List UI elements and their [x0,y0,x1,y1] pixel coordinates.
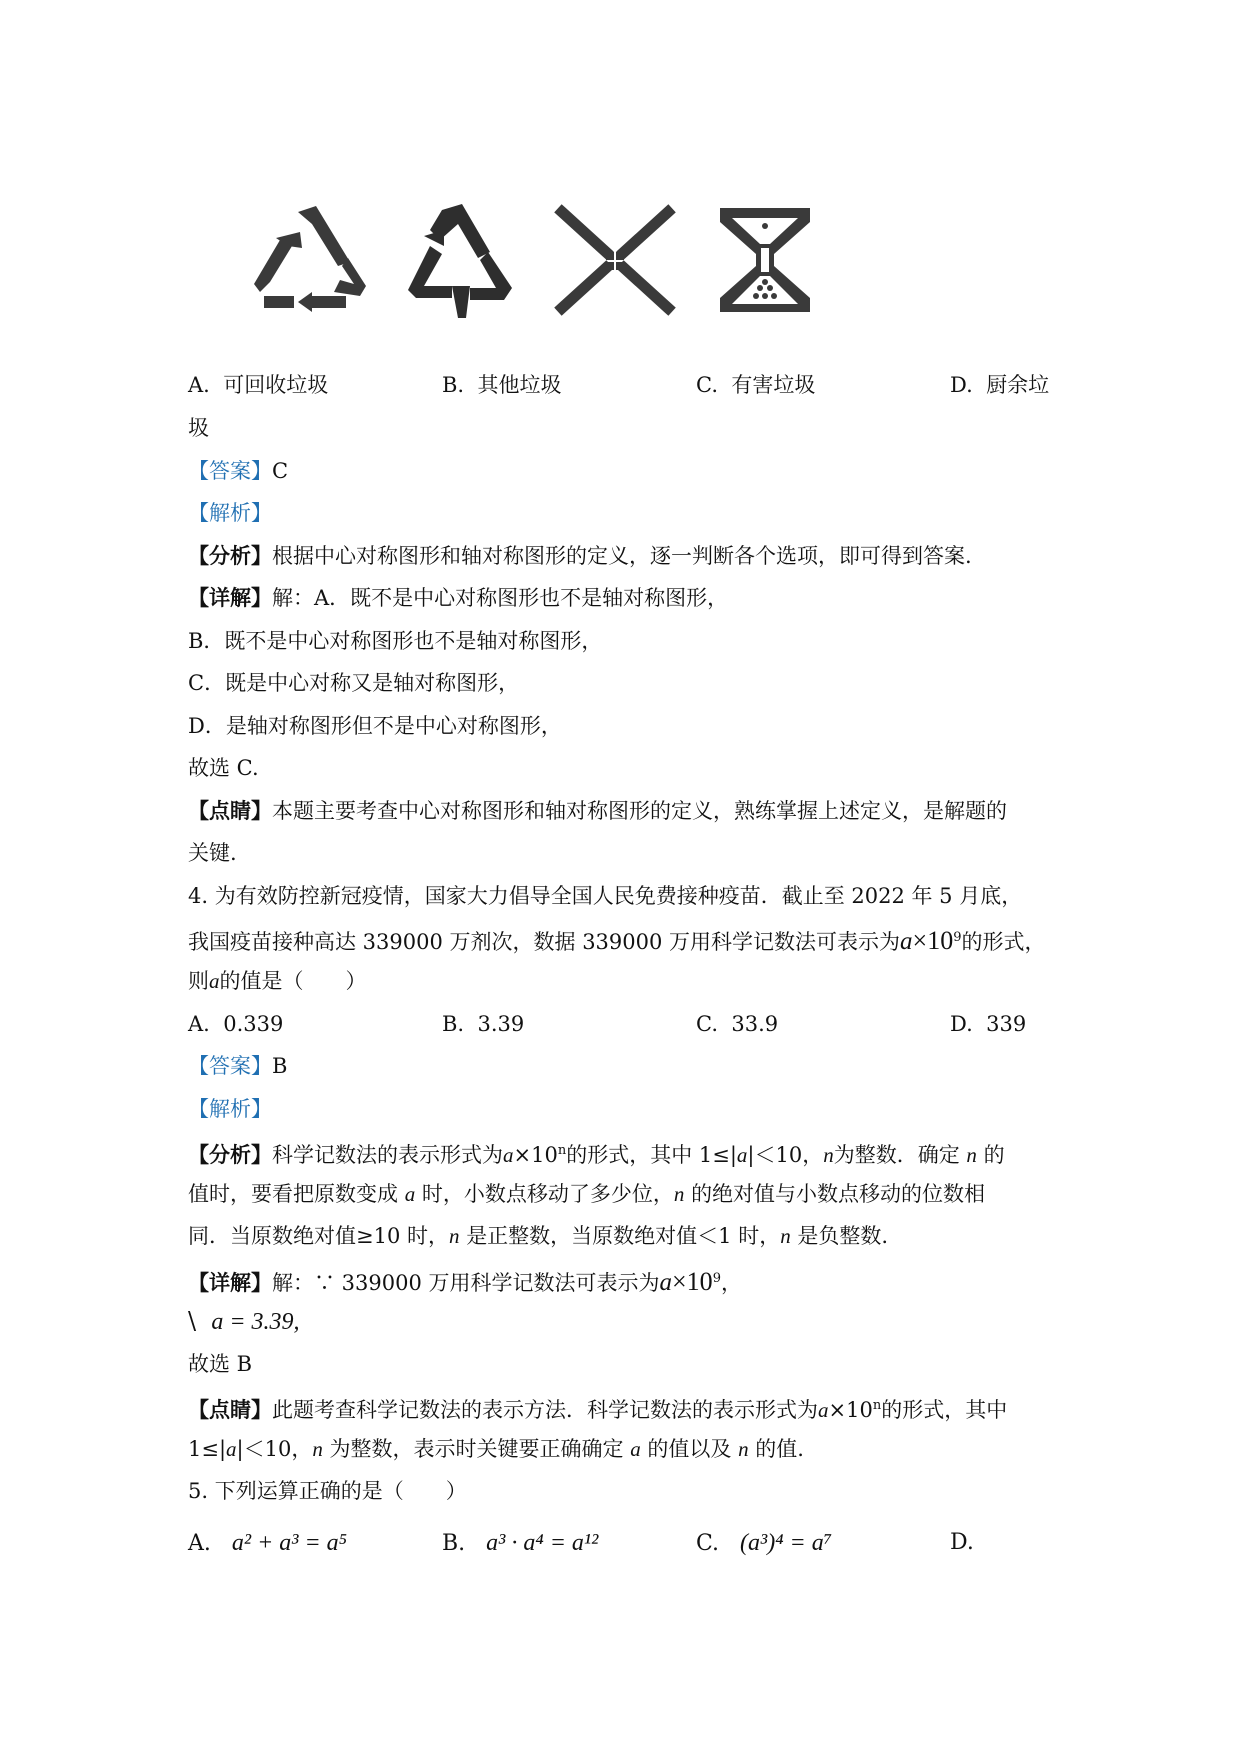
math-a: a [736,1143,748,1167]
q3-xiangjie [188,583,728,613]
q4-jiexi-label: 【解析】 [188,1097,272,1121]
fenxi-text: 是负整数. [797,1224,889,1248]
q3-c-line: C．既是中心对称又是轴对称图形， [188,671,520,695]
option-letter: C. [696,1531,720,1556]
option-letter: D. [950,1012,973,1036]
q4-stem-text: 的值是（ ） [219,969,367,993]
dianjing-text: 的值以及 [647,1437,732,1461]
option-letter: A. [188,373,210,397]
q4-stem-line2 [188,923,1045,957]
q4-result [188,1306,300,1337]
option-letter: B. [442,1012,465,1036]
option-letter: B. [442,1531,466,1556]
other-waste-icon [400,200,530,320]
math-a: a [404,1182,416,1206]
fenxi-text: 根据中心对称图形和轴对称图形的定义，逐一判断各个选项，即可得到答案. [272,544,972,568]
fenxi-text: 科学记数法的表示形式为 [272,1143,503,1167]
option-text: 33.9 [731,1012,779,1036]
dianjing-text: 为整数，表示时关键要正确确定 [329,1437,624,1461]
q5-option-d [950,1528,988,1558]
option-letter: B. [442,373,465,397]
option-text: (a³)⁴ = a⁷ [740,1530,833,1556]
option-letter: A. [188,1531,211,1556]
option-text: 厨余垃 [986,373,1050,397]
xiangjie-text: 解：A．既不是中心对称图形也不是轴对称图形， [272,586,729,610]
math-exp: 9 [712,1271,721,1286]
option-text: 其他垃圾 [477,373,562,397]
option-text: a² + a³ = a⁵ [231,1530,347,1556]
option-letter: C. [696,373,718,397]
option-letter: C. [696,1012,718,1036]
dianjing-text: 的值. [755,1437,804,1461]
math-exp: 9 [953,930,962,945]
fenxi-text: 同．当原数绝对值≥10 时， [188,1224,449,1248]
q3-option-d-wrap: 圾 [188,416,209,440]
hazardous-waste-icon [550,200,680,320]
math-exp: n [557,1143,567,1158]
option-text: 0.339 [223,1012,284,1036]
xiangjie-label: 【详解】 [188,585,272,610]
math-times10: ×10 [828,1398,873,1422]
recycle-icon [250,200,380,320]
q4-answer [188,1051,287,1081]
math-n: n [449,1224,460,1248]
q5-option-b [442,1528,598,1559]
result-prefix: \ [188,1307,197,1335]
q4-stem-text: 我国疫苗接种高达 339000 万剂次，数据 339000 万用科学记数法可表示为 [188,930,901,954]
fenxi-label: 【分析】 [188,1142,272,1167]
q4-dianjing-line1 [188,1391,1007,1425]
math-times10: ×10 [672,1267,713,1296]
math-a: a [900,928,913,955]
math-n: n [312,1437,323,1461]
q3-dianjing-wrap: 关键. [188,841,237,865]
fenxi-text: 的 [983,1143,1005,1167]
question-figures [250,200,830,320]
math-n: n [673,1182,685,1206]
option-text: a³ · a⁴ = a¹² [486,1530,599,1556]
q3-fenxi [188,541,972,571]
fenxi-text: 是正整数，当原数绝对值＜1 时， [466,1224,781,1248]
q4-stem-line1: 4. 为有效防控新冠疫情，国家大力倡导全国人民免费接种疫苗．截止至 2022 年 5 月底， [188,884,1023,908]
q4-stem-text: 则 [188,969,209,993]
result-value: a = 3.39, [211,1309,300,1335]
option-letter: D. [950,373,973,397]
answer-label: 【答案】 [188,459,272,483]
q5-option-c [696,1528,832,1559]
q3-d-line: D．是轴对称图形但不是中心对称图形， [188,714,562,738]
q3-option-d [950,370,1049,400]
q3-guxuan: 故选 C. [188,756,259,780]
dianjing-text: 此题考查科学记数法的表示方法．科学记数法的表示形式为 [272,1398,818,1422]
math-a: a [818,1398,829,1422]
fenxi-text: 的形式，其中 1≤| [566,1143,737,1167]
math-a: a [630,1437,641,1461]
math-n: n [966,1143,977,1167]
q3-jiexi-label: 【解析】 [188,501,272,525]
option-text: 339 [986,1012,1027,1036]
q4-stem-text: 的形式， [961,930,1046,954]
dianjing-text: 1≤| [188,1437,227,1461]
option-letter: A. [188,1012,210,1036]
answer-label: 【答案】 [188,1054,272,1078]
q3-option-a [188,370,328,400]
fenxi-text: 的绝对值与小数点移动的位数相 [691,1182,986,1206]
dianjing-text: |＜10， [236,1437,313,1461]
math-a: a [209,969,220,993]
fenxi-text: 值时，要看把原数变成 [188,1182,398,1206]
q3-option-b [442,370,561,400]
q3-option-c [696,370,815,400]
q4-option-d [950,1009,1026,1039]
q3-answer [188,456,288,486]
math-n: n [780,1224,791,1248]
xiangjie-text: 解：∵ 339000 万用科学记数法可表示为 [272,1271,660,1295]
option-text: 有害垃圾 [731,373,816,397]
q4-fenxi-line2 [188,1179,985,1209]
math-a: a [503,1143,514,1167]
q5-stem: 5. 下列运算正确的是（ ） [188,1479,467,1503]
fenxi-label: 【分析】 [188,543,272,568]
answer-value: C [272,459,289,483]
q3-b-line: B．既不是中心对称图形也不是轴对称图形， [188,629,603,653]
q4-option-b [442,1009,524,1039]
math-n: n [823,1143,834,1167]
punct: ， [720,1271,742,1295]
option-text: 3.39 [477,1012,525,1036]
q4-fenxi-line1 [188,1136,1005,1170]
math-times10: ×10 [912,926,954,955]
option-letter: D. [950,1530,974,1555]
dianjing-label: 【点睛】 [188,798,272,823]
fenxi-text: |＜10， [747,1143,824,1167]
dianjing-text: 本题主要考查中心对称图形和轴对称图形的定义，熟练掌握上述定义，是解题的 [272,799,1007,823]
q3-dianjing [188,796,1007,826]
math-times10: ×10 [513,1143,558,1167]
q5-option-a [188,1528,347,1559]
q4-dianjing-line2 [188,1434,804,1464]
math-n: n [738,1437,749,1461]
dianjing-text: 的形式，其中 [881,1398,1008,1422]
q4-option-a [188,1009,283,1039]
xiangjie-label: 【详解】 [188,1270,272,1295]
q4-fenxi-line3 [188,1221,888,1251]
answer-value: B [272,1054,288,1078]
kitchen-waste-icon [700,200,830,320]
math-exp: n [872,1398,882,1413]
q4-stem-line3 [188,966,367,996]
fenxi-text: 时，小数点移动了多少位， [421,1182,674,1206]
option-text: 可回收垃圾 [223,373,329,397]
dianjing-label: 【点睛】 [188,1397,272,1422]
q4-option-c [696,1009,778,1039]
fenxi-text: 为整数．确定 [833,1143,960,1167]
q4-xiangjie [188,1264,742,1298]
math-a: a [226,1437,237,1461]
math-a: a [659,1269,673,1296]
q4-guxuan: 故选 B [188,1352,253,1376]
